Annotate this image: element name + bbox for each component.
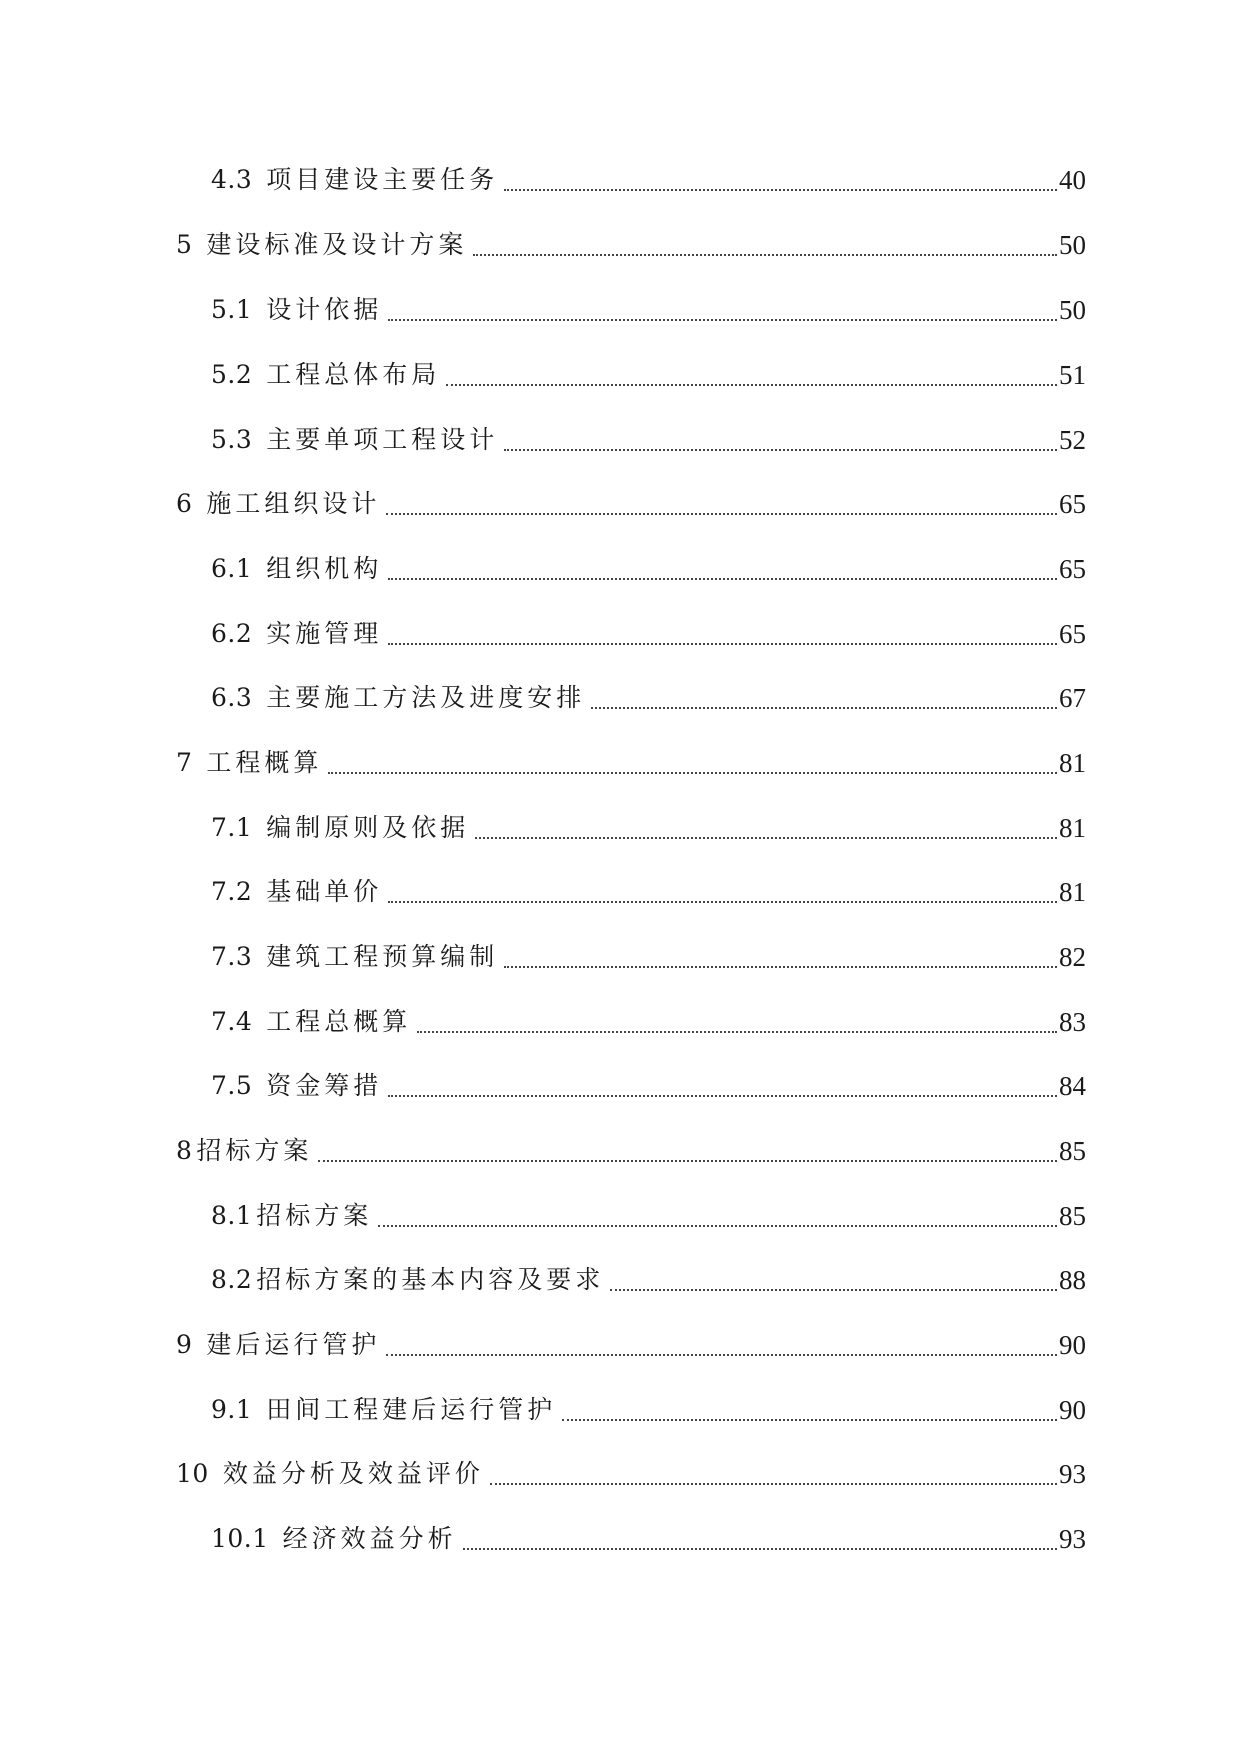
toc-entry-number: 8.1 <box>211 1201 253 1230</box>
toc-entry-title: 基础单价 <box>266 877 383 906</box>
toc-dot-leader <box>562 1419 1057 1421</box>
toc-entry-title: 项目建设主要任务 <box>266 165 499 194</box>
toc-entry-title: 建后运行管护 <box>206 1330 381 1359</box>
toc-entry-page-number: 81 <box>1059 748 1086 778</box>
toc-entry-number: 9.1 <box>211 1395 253 1424</box>
toc-dot-leader <box>386 513 1057 515</box>
toc-entry-title: 效益分析及效益评价 <box>222 1459 484 1488</box>
toc-entry-4-3[interactable] <box>211 160 1086 200</box>
toc-entry-7-1[interactable] <box>211 808 1086 848</box>
toc-entry-title: 主要施工方法及进度安排 <box>266 683 586 712</box>
toc-entry-page-number: 88 <box>1059 1265 1086 1295</box>
toc-entry-page-number: 50 <box>1059 295 1086 325</box>
toc-entry-page-number: 65 <box>1059 554 1086 584</box>
toc-entry-title: 工程总概算 <box>266 1007 412 1036</box>
toc-entry-title: 实施管理 <box>266 619 383 648</box>
toc-entry-page-number: 65 <box>1059 619 1086 649</box>
toc-entry-7-3[interactable] <box>211 937 1086 977</box>
toc-entry-page-number: 81 <box>1059 877 1086 907</box>
toc-entry-page-number: 50 <box>1059 230 1086 260</box>
toc-dot-leader <box>490 1483 1057 1485</box>
toc-entry-number: 8.2 <box>211 1265 253 1294</box>
toc-entry-number: 10 <box>176 1459 209 1488</box>
toc-entry-7-4[interactable] <box>211 1002 1086 1042</box>
toc-entry-number: 7.1 <box>211 813 253 842</box>
toc-entry-7[interactable] <box>176 743 1086 783</box>
toc-dot-leader <box>504 189 1057 191</box>
toc-dot-leader <box>610 1289 1057 1291</box>
toc-entry-number: 7.5 <box>211 1071 253 1100</box>
toc-entry-number: 6 <box>176 489 193 518</box>
toc-dot-leader <box>388 319 1057 321</box>
toc-dot-leader <box>388 578 1057 580</box>
toc-entry-5-2[interactable] <box>211 355 1086 395</box>
toc-entry-page-number: 82 <box>1059 942 1086 972</box>
toc-dot-leader <box>417 1031 1057 1033</box>
toc-entry-number: 5 <box>176 230 193 259</box>
toc-dot-leader <box>446 384 1057 386</box>
toc-entry-title: 工程总体布局 <box>266 360 441 389</box>
toc-entry-number: 6.1 <box>211 554 253 583</box>
toc-entry-8-2[interactable] <box>211 1260 1086 1300</box>
toc-dot-leader <box>591 707 1057 709</box>
toc-entry-title: 主要单项工程设计 <box>266 425 499 454</box>
toc-dot-leader <box>475 837 1057 839</box>
toc-entry-number: 5.1 <box>211 295 253 324</box>
toc-entry-number: 7.4 <box>211 1007 253 1036</box>
toc-entry-7-2[interactable] <box>211 872 1086 912</box>
toc-entry-number: 7.3 <box>211 942 253 971</box>
toc-entry-9[interactable] <box>176 1325 1086 1365</box>
toc-entry-title: 工程概算 <box>206 748 323 777</box>
toc-entry-title: 编制原则及依据 <box>266 813 470 842</box>
toc-entry-page-number: 52 <box>1059 425 1086 455</box>
toc-entry-5-1[interactable] <box>211 290 1086 330</box>
toc-entry-10[interactable] <box>176 1454 1086 1494</box>
toc-entry-title: 建设标准及设计方案 <box>206 230 468 259</box>
toc-entry-title: 经济效益分析 <box>282 1524 457 1553</box>
toc-entry-page-number: 67 <box>1059 683 1086 713</box>
toc-entry-title: 建筑工程预算编制 <box>266 942 499 971</box>
toc-entry-7-5[interactable] <box>211 1066 1086 1106</box>
toc-entry-number: 9 <box>176 1330 193 1359</box>
toc-dot-leader <box>378 1225 1057 1227</box>
toc-entry-page-number: 85 <box>1059 1136 1086 1166</box>
toc-entry-8[interactable] <box>176 1131 1086 1171</box>
toc-entry-title: 招标方案 <box>196 1136 313 1165</box>
toc-entry-10-1[interactable] <box>211 1519 1086 1559</box>
toc-entry-page-number: 90 <box>1059 1330 1086 1360</box>
toc-entry-page-number: 65 <box>1059 489 1086 519</box>
toc-entry-page-number: 90 <box>1059 1395 1086 1425</box>
toc-entry-title: 招标方案 <box>256 1201 373 1230</box>
toc-entry-page-number: 93 <box>1059 1524 1086 1554</box>
toc-dot-leader <box>388 901 1057 903</box>
toc-entry-6[interactable] <box>176 484 1086 524</box>
toc-entry-page-number: 81 <box>1059 813 1086 843</box>
toc-entry-title: 设计依据 <box>266 295 383 324</box>
toc-entry-5[interactable] <box>176 225 1086 265</box>
toc-entry-page-number: 85 <box>1059 1201 1086 1231</box>
toc-entry-8-1[interactable] <box>211 1196 1086 1236</box>
toc-entry-number: 7.2 <box>211 877 253 906</box>
toc-entry-title: 资金筹措 <box>266 1071 383 1100</box>
toc-entry-number: 4.3 <box>211 165 253 194</box>
toc-entry-6-3[interactable] <box>211 678 1086 718</box>
toc-entry-title: 田间工程建后运行管护 <box>266 1395 557 1424</box>
toc-entry-number: 5.2 <box>211 360 253 389</box>
toc-entry-number: 6.2 <box>211 619 253 648</box>
toc-entry-page-number: 84 <box>1059 1071 1086 1101</box>
toc-entry-title: 施工组织设计 <box>206 489 381 518</box>
toc-entry-9-1[interactable] <box>211 1390 1086 1430</box>
toc-entry-page-number: 40 <box>1059 165 1086 195</box>
toc-dot-leader <box>504 966 1057 968</box>
toc-entry-title: 招标方案的基本内容及要求 <box>256 1265 605 1294</box>
toc-entry-number: 10.1 <box>211 1524 269 1553</box>
toc-entry-page-number: 51 <box>1059 360 1086 390</box>
toc-dot-leader <box>388 1095 1057 1097</box>
toc-entry-number: 5.3 <box>211 425 253 454</box>
toc-dot-leader <box>463 1548 1057 1550</box>
toc-entry-title: 组织机构 <box>266 554 383 583</box>
toc-entry-number: 8 <box>176 1136 193 1165</box>
toc-dot-leader <box>473 254 1057 256</box>
toc-entry-6-2[interactable] <box>211 614 1086 654</box>
toc-entry-number: 7 <box>176 748 193 777</box>
toc-entry-page-number: 83 <box>1059 1007 1086 1037</box>
toc-entry-6-1[interactable] <box>211 549 1086 589</box>
toc-dot-leader <box>318 1160 1057 1162</box>
toc-entry-number: 6.3 <box>211 683 253 712</box>
toc-entry-5-3[interactable] <box>211 420 1086 460</box>
toc-dot-leader <box>386 1354 1057 1356</box>
toc-dot-leader <box>504 449 1057 451</box>
toc-dot-leader <box>328 772 1057 774</box>
toc-dot-leader <box>388 643 1057 645</box>
toc-entry-page-number: 93 <box>1059 1459 1086 1489</box>
